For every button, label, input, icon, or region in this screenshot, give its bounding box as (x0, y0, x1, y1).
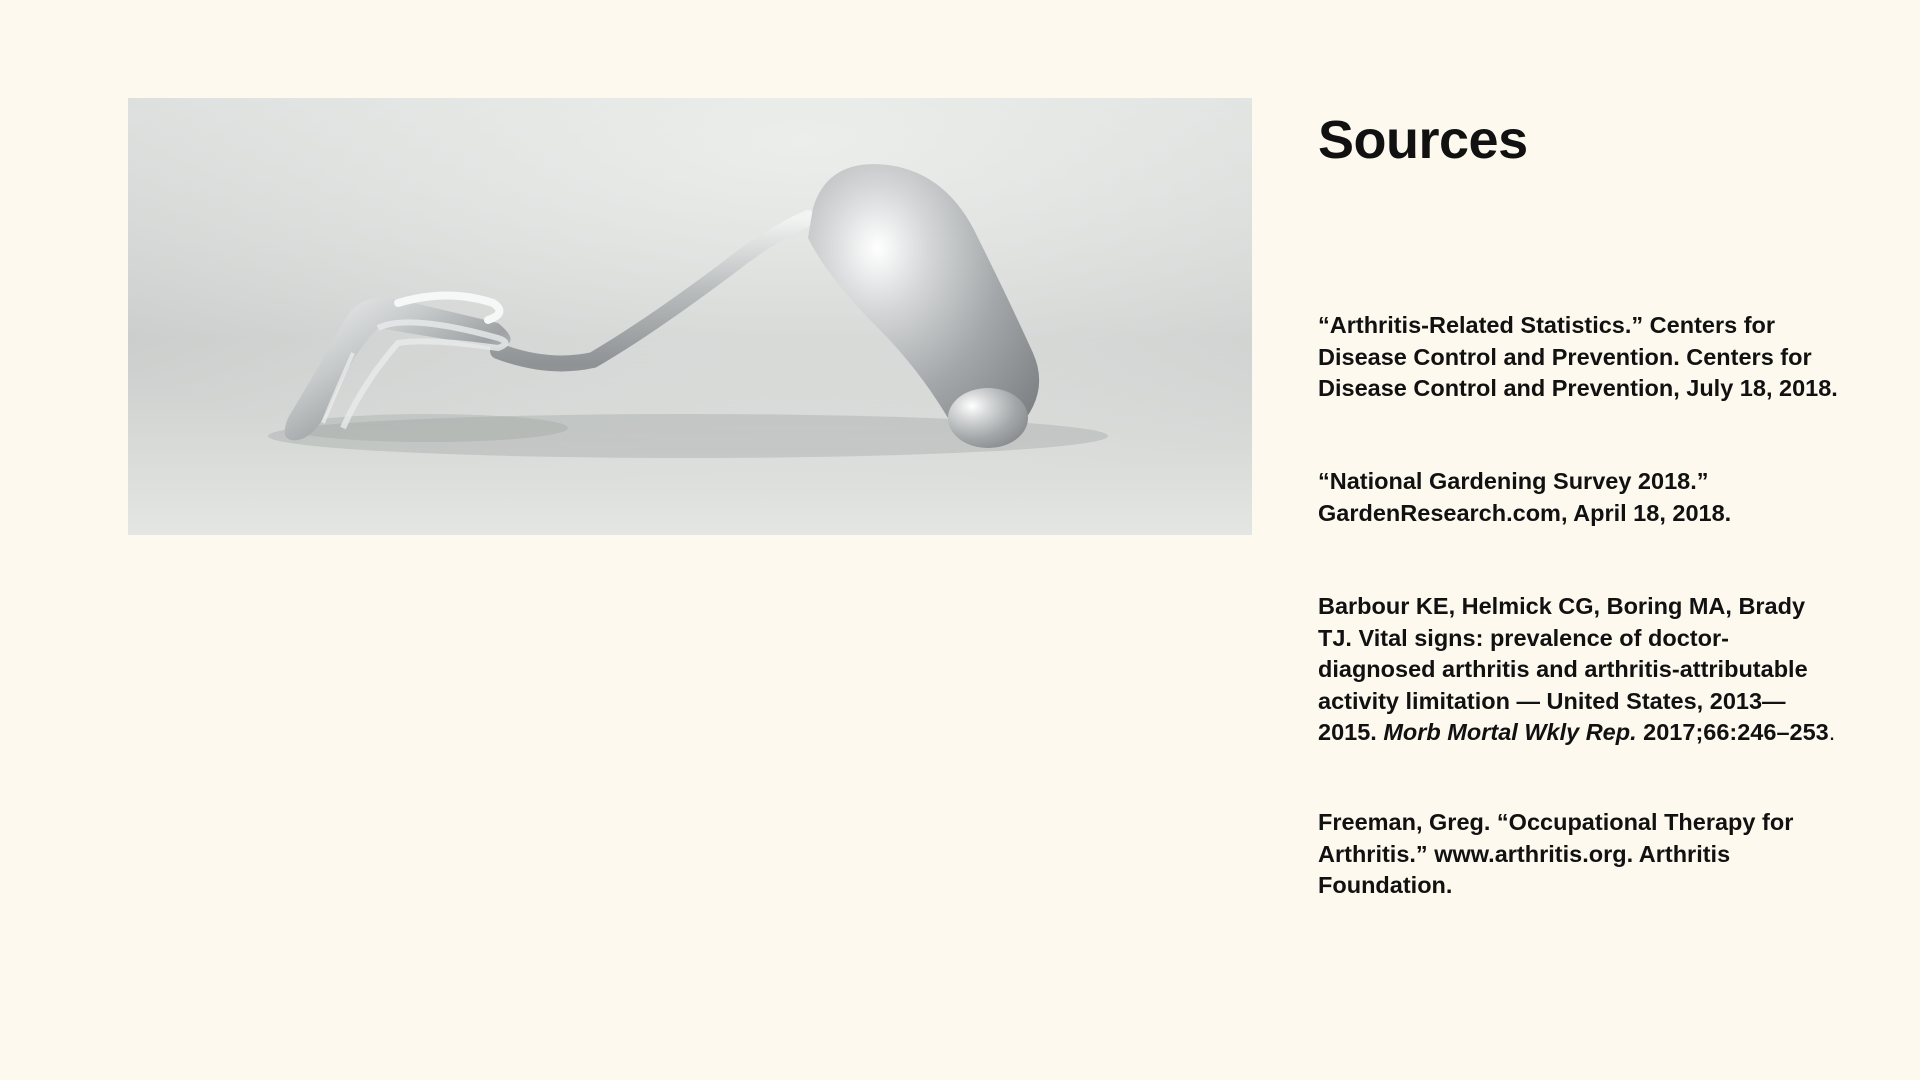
citation-period: . (1828, 719, 1836, 745)
source-title: “National Gardening Survey 2018.” (1318, 468, 1709, 494)
source-item (1318, 807, 1838, 902)
source-text: Freeman, Greg. “Occupational Therapy for Arthritis.” www.arthritis.org. Arthritis Foundation. (1318, 809, 1794, 898)
journal-name: Morb Mortal Wkly Rep. (1383, 719, 1637, 745)
sources-panel (1318, 108, 1838, 898)
source-item (1318, 591, 1838, 749)
journal-citation: 2017;66:246–253 (1636, 719, 1829, 745)
silver-garden-tool-sculpture-image (128, 98, 1252, 535)
page-title: Sources (1318, 110, 1528, 170)
source-item (1318, 310, 1838, 405)
source-publisher: GardenResearch.com, April 18, 2018. (1318, 499, 1732, 526)
source-text: “Arthritis-Related Statistics.” Centers for Disease Control and Prevention. Centers for Disease Control and Prevention, July 18, 2018. (1318, 312, 1838, 401)
sculpture-illustration (128, 98, 1252, 535)
source-item (1318, 466, 1838, 529)
source-text: Barbour KE, Helmick CG, Boring MA, Brady TJ. Vital signs: prevalence of doctor-diagnosed arthritis and arthritis-attributable activity limitation — United States, 2013—2015. (1318, 593, 1808, 745)
